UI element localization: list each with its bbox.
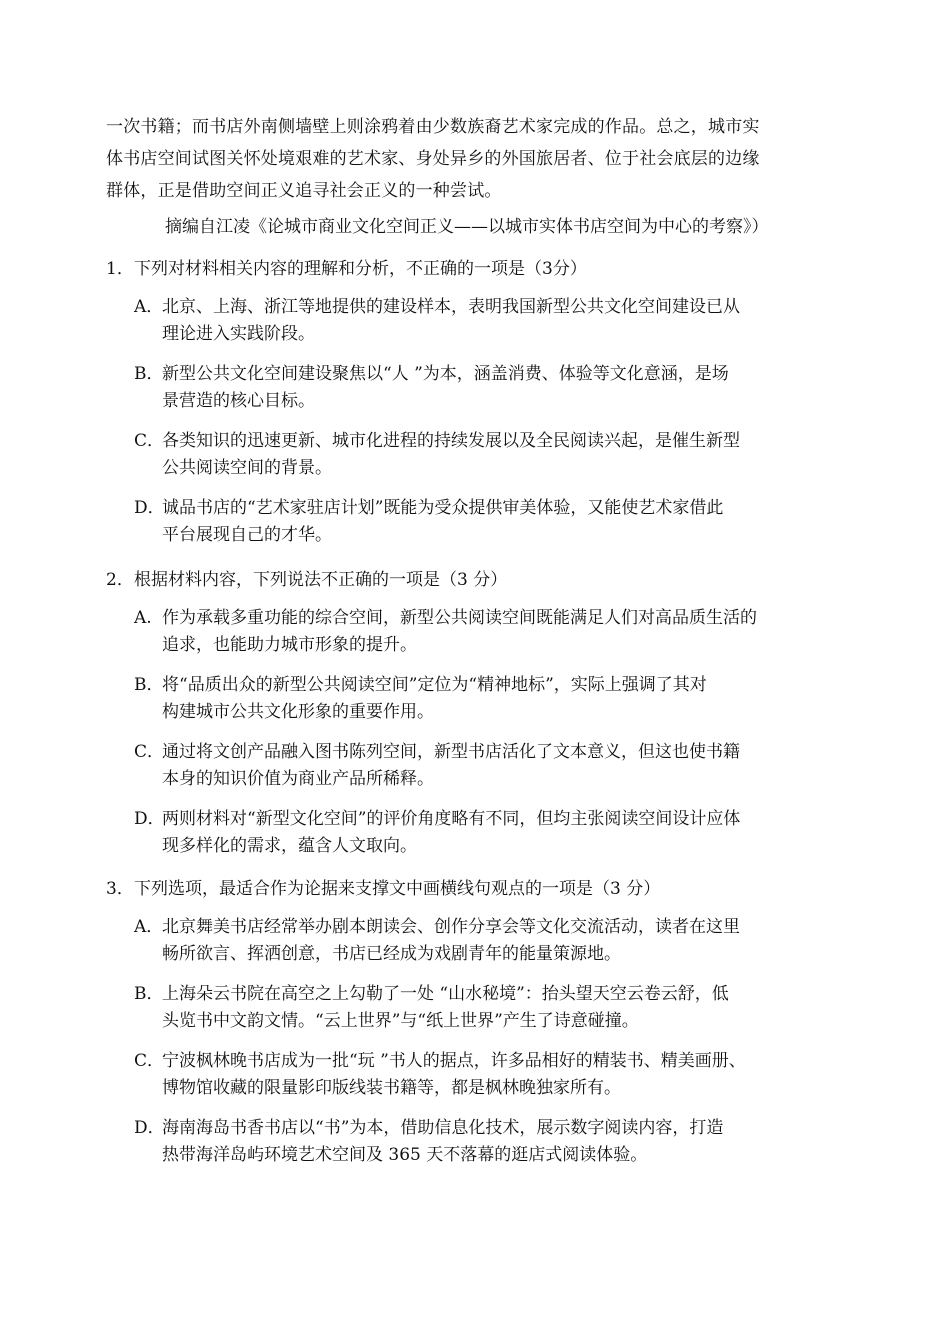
- question-text: 根据材料内容，下列说法不正确的一项是（3 分）: [134, 570, 508, 590]
- question-number: 3．: [106, 879, 134, 899]
- option-line: 头览书中文韵文情。“云上世界”与“纸上世界”产生了诗意碰撞。: [162, 1011, 639, 1031]
- option-d: [134, 1115, 854, 1169]
- option-c: [134, 428, 854, 482]
- option-a: [134, 914, 854, 968]
- option-a: [134, 605, 854, 659]
- option-text: [134, 428, 854, 482]
- option-letter: C．: [134, 431, 165, 451]
- question-text: 下列选项，最适合作为论据来支撑文中画横线句观点的一项是（3 分）: [134, 879, 661, 899]
- option-letter: C．: [134, 1051, 165, 1071]
- option-letter: A．: [134, 297, 164, 317]
- option-line: 景营造的核心目标。: [162, 391, 315, 411]
- option-letter: A．: [134, 917, 164, 937]
- option-text: [134, 1115, 854, 1169]
- option-letter: B．: [134, 984, 164, 1004]
- option-line: 畅所欲言、挥洒创意，书店已经成为戏剧青年的能量策源地。: [162, 944, 621, 964]
- option-text: [134, 1048, 854, 1102]
- option-text: [134, 294, 854, 348]
- option-letter: A.: [134, 608, 152, 628]
- option-c: [134, 1048, 854, 1102]
- question-stem: [106, 876, 866, 902]
- option-line: 北京、上海、浙江等地提供的建设样本，表明我国新型公共文化空间建设已从: [162, 297, 740, 317]
- option-line: 北京舞美书店经常举办剧本朗读会、创作分享会等文化交流活动，读者在这里: [162, 917, 740, 937]
- question-number: 2．: [106, 570, 134, 590]
- option-b: [134, 981, 854, 1035]
- option-b: [134, 361, 854, 415]
- option-text: [134, 981, 854, 1035]
- option-line: 将“品质出众的新型公共阅读空间”定位为“精神地标”，实际上强调了其对: [162, 675, 707, 695]
- option-line: 现多样化的需求，蕴含人文取向。: [162, 836, 417, 856]
- option-text: [134, 672, 854, 726]
- question-stem: [106, 256, 866, 282]
- option-line: 作为承载多重功能的综合空间，新型公共阅读空间既能满足人们对高品质生活的: [162, 608, 757, 628]
- option-line: 博物馆收藏的限量影印版线装书籍等，都是枫林晚独家所有。: [162, 1078, 621, 1098]
- intro-line: 体书店空间试图关怀处境艰难的艺术家、身处异乡的外国旅居者、位于社会底层的边缘: [106, 149, 760, 169]
- question-stem: [106, 567, 866, 593]
- option-text: [134, 914, 854, 968]
- option-line: 热带海洋岛屿环境艺术空间及 365 天不落幕的逛店式阅读体验。: [162, 1145, 648, 1165]
- option-d: [134, 806, 854, 860]
- option-letter: C．: [134, 742, 165, 762]
- question-2: [106, 567, 866, 860]
- option-text: [134, 739, 854, 793]
- option-line: 公共阅读空间的背景。: [162, 458, 332, 478]
- option-letter: B．: [134, 364, 164, 384]
- option-text: [134, 361, 854, 415]
- option-letter: D．: [134, 1118, 165, 1138]
- option-letter: B．: [134, 675, 164, 695]
- option-letter: D．: [134, 498, 165, 518]
- intro-paragraph: [106, 111, 856, 207]
- option-line: 追求，也能助力城市形象的提升。: [162, 635, 417, 655]
- option-line: 理论进入实践阶段。: [162, 324, 315, 344]
- option-line: 本身的知识价值为商业产品所稀释。: [162, 769, 434, 789]
- option-line: 诚品书店的“艺术家驻店计划”既能为受众提供审美体验，又能使艺术家借此: [162, 498, 724, 518]
- option-line: 平台展现自己的才华。: [162, 525, 332, 545]
- option-line: 各类知识的迅速更新、城市化进程的持续发展以及全民阅读兴起，是催生新型: [162, 431, 740, 451]
- option-letter: D．: [134, 809, 165, 829]
- option-text: [134, 806, 854, 860]
- option-b: [134, 672, 854, 726]
- option-text: [134, 495, 854, 549]
- option-c: [134, 739, 854, 793]
- option-text: [134, 605, 854, 659]
- intro-line: 一次书籍；而书店外南侧墙壁上则涂鸦着由少数族裔艺术家完成的作品。总之，城市实: [106, 117, 760, 137]
- option-d: [134, 495, 854, 549]
- option-line: 上海朵云书院在高空之上勾勒了一处 “山水秘境”：抬头望天空云卷云舒，低: [162, 984, 729, 1004]
- question-1: [106, 256, 866, 549]
- option-line: 构建城市公共文化形象的重要作用。: [162, 702, 434, 722]
- option-line: 通过将文创产品融入图书陈列空间，新型书店活化了文本意义，但这也使书籍: [162, 742, 740, 762]
- option-line: 新型公共文化空间建设聚焦以“人 ”为本，涵盖消费、体验等文化意涵，是场: [162, 364, 729, 384]
- option-line: 海南海岛书香书店以“书”为本，借助信息化技术，展示数字阅读内容，打造: [162, 1118, 724, 1138]
- option-line: 两则材料对“新型文化空间”的评价角度略有不同，但均主张阅读空间设计应体: [162, 809, 741, 829]
- question-text: 下列对材料相关内容的理解和分析，不正确的一项是（3分）: [134, 259, 587, 279]
- option-a: [134, 294, 854, 348]
- question-3: [106, 876, 866, 1169]
- question-number: 1．: [106, 259, 134, 279]
- intro-line: 群体，正是借助空间正义追寻社会正义的一种尝试。: [106, 181, 502, 201]
- source-citation: 摘编自江凌《论城市商业文化空间正义——以城市实体书店空间为中心的考察》）: [165, 217, 769, 237]
- option-line: 宁波枫林晚书店成为一批“玩 ”书人的据点，许多品相好的精装书、精美画册、: [162, 1051, 746, 1071]
